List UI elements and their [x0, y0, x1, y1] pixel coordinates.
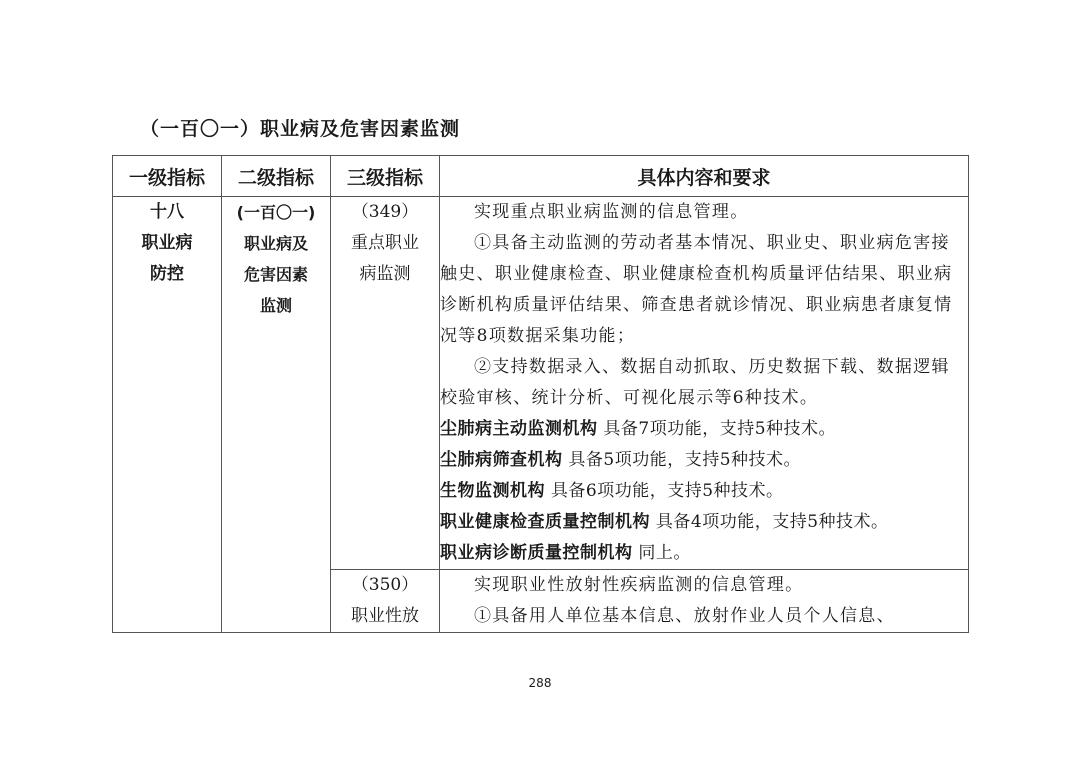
level2-line: (一百〇一): [236, 203, 316, 222]
institution-label: 职业健康检查质量控制机构: [440, 512, 650, 532]
institution-item: [440, 476, 968, 507]
institution-item: [440, 414, 968, 445]
table-row: [113, 197, 969, 570]
institution-item: [440, 507, 968, 538]
level3-line: （349）: [351, 202, 419, 222]
content-paragraph: ①具备主动监测的劳动者基本情况、职业史、职业病危害接触史、职业健康检查、职业健康检查机构质量评估结果、职业病诊断机构质量评估结果、筛查患者就诊情况、职业病患者康复情况等8项数据采集功能；: [440, 233, 953, 346]
table-header-row: [113, 156, 969, 197]
level2-cell: [222, 197, 331, 633]
content-cell: [440, 570, 969, 633]
content-paragraph: ②支持数据录入、数据自动抓取、历史数据下载、数据逻辑校验审核、统计分析、可视化展示等6种技术。: [440, 357, 950, 408]
level1-line: 十八: [150, 202, 184, 222]
level1-cell: [113, 197, 222, 633]
institution-label: 尘肺病筛查机构: [440, 450, 563, 470]
level2-line: 危害因素: [243, 265, 308, 284]
level2-line: 职业病及: [243, 234, 308, 253]
content-cell: [440, 197, 969, 570]
level3-line: （350）: [351, 575, 419, 595]
content-paragraph: ①具备用人单位基本信息、放射作业人员个人信息、: [474, 606, 895, 626]
section-title: （一百〇一）职业病及危害因素监测: [140, 118, 461, 140]
institution-text: 同上。: [632, 543, 691, 563]
header-level1: 一级指标: [113, 156, 222, 197]
header-level2: 二级指标: [222, 156, 331, 197]
institution-text: 具备5项功能，支持5种技术。: [562, 450, 802, 470]
level3-cell: [331, 570, 440, 633]
level1-line: 防控: [150, 264, 184, 284]
content-paragraph: 实现重点职业病监测的信息管理。: [474, 202, 749, 222]
level1-line: 职业病: [141, 233, 193, 253]
level2-line: 监测: [259, 296, 292, 315]
level3-cell: [331, 197, 440, 570]
institution-label: 职业病诊断质量控制机构: [440, 543, 633, 563]
page-number: 288: [528, 676, 552, 690]
institution-item: [440, 538, 968, 569]
indicator-table: [112, 155, 969, 633]
level3-line: 重点职业: [351, 233, 419, 253]
level3-line: 职业性放: [351, 606, 419, 626]
institution-label: 生物监测机构: [440, 481, 545, 501]
institution-text: 具备7项功能，支持5种技术。: [597, 419, 837, 439]
institution-label: 尘肺病主动监测机构: [440, 419, 598, 439]
content-paragraph: 实现职业性放射性疾病监测的信息管理。: [474, 575, 804, 595]
institution-item: [440, 445, 968, 476]
header-level3: 三级指标: [331, 156, 440, 197]
header-content: 具体内容和要求: [440, 156, 969, 197]
institution-text: 具备4项功能，支持5种技术。: [650, 512, 889, 532]
institution-text: 具备6项功能，支持5种技术。: [545, 481, 784, 501]
level3-line: 病监测: [359, 264, 411, 284]
